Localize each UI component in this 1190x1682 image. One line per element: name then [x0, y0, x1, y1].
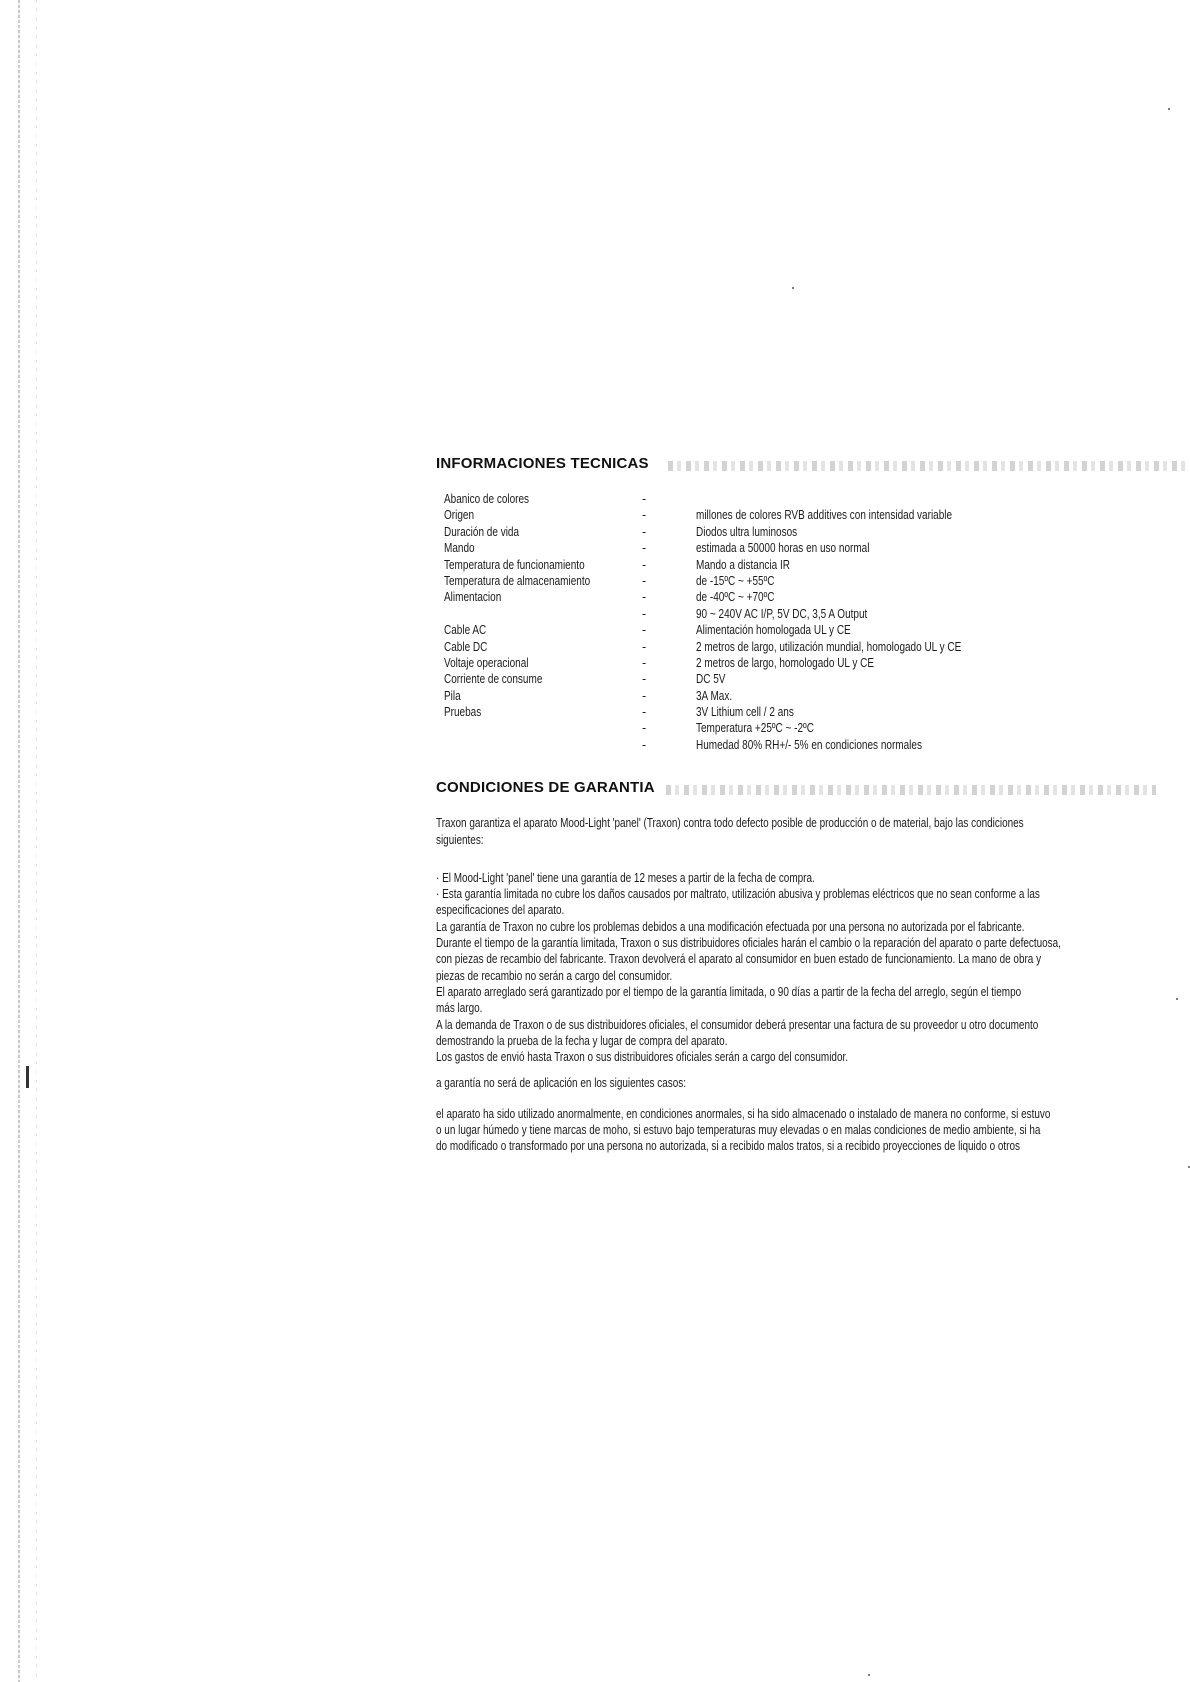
condition-line: con piezas de recambio del fabricante. Traxon devolverá el aparato al consumidor en buen estado de funcionamiento. La mano de obra y	[436, 952, 1042, 967]
spec-dash: -	[642, 737, 647, 752]
spec-row	[436, 622, 1136, 638]
spec-label: Cable AC	[444, 623, 487, 638]
spec-value: millones de colores RVB additives con intensidad variable	[696, 508, 953, 523]
guarantee-intro	[436, 815, 1136, 848]
spec-label: Temperatura de almacenamiento	[444, 573, 591, 588]
spec-value: 90 ~ 240V AC I/P, 5V DC, 3,5 A Output	[696, 606, 868, 621]
spec-row	[436, 639, 1136, 655]
intro-line: siguientes:	[436, 832, 484, 847]
condition-line: demostrando la prueba de la fecha y lugar de compra del aparato.	[436, 1033, 728, 1048]
condition-line: La garantía de Traxon no cubre los problemas debidos a una modificación efectuada por una persona no autorizada por el fabricante.	[436, 919, 1025, 934]
spec-label: Voltaje operacional	[444, 655, 529, 670]
spec-label: Pruebas	[444, 705, 482, 720]
spec-dash: -	[642, 639, 647, 654]
exclusion-line: o un lugar húmedo y tiene marcas de moho, si estuvo bajo temperaturas muy elevadas o en malas condiciones de medio ambiente, si ha	[436, 1123, 1041, 1137]
spec-row	[436, 524, 1136, 540]
spec-dash: -	[642, 573, 647, 588]
condition-line: más largo.	[436, 1001, 483, 1016]
guarantee-header	[436, 779, 1136, 801]
condition-line: Durante el tiempo de la garantía limitada, Traxon o sus distribuidores oficiales harán el cambio o la reparación del aparato o parte defectuosa,	[436, 936, 1061, 951]
scan-speck	[1176, 998, 1178, 1000]
spec-row	[436, 491, 1136, 507]
tech-header	[436, 455, 1136, 477]
condition-line: especificaciones del aparato.	[436, 903, 565, 918]
condition-line: · Esta garantía limitada no cubre los daños causados por maltrato, utilización abusiva y problemas eléctricos que no sean conforme a las	[436, 887, 1040, 902]
tech-spec-table	[436, 491, 1136, 753]
spec-dash: -	[642, 688, 647, 703]
spec-dash: -	[642, 655, 647, 670]
spec-value: Diodos ultra luminosos	[696, 524, 798, 539]
spec-value: de -40ºC ~ +70ºC	[696, 590, 775, 605]
spec-row	[436, 720, 1136, 736]
spec-value: DC 5V	[696, 672, 726, 687]
spec-label: Cable DC	[444, 639, 488, 654]
scan-speck	[1168, 108, 1170, 110]
spec-row	[436, 557, 1136, 573]
spec-dash: -	[642, 492, 647, 506]
tech-title: INFORMACIONES TECNICAS	[436, 455, 649, 472]
spec-label: Mando	[444, 541, 475, 556]
spec-row	[436, 655, 1136, 671]
spec-row	[436, 507, 1136, 523]
spec-value: estimada a 50000 horas en uso normal	[696, 541, 870, 556]
spec-row	[436, 606, 1136, 622]
spec-dash: -	[642, 590, 647, 605]
spec-value: 2 metros de largo, homologado UL y CE	[696, 655, 875, 670]
spec-dash: -	[642, 672, 647, 687]
spec-row	[436, 540, 1136, 556]
document-body	[436, 455, 1136, 1155]
spec-label: Pila	[444, 688, 461, 703]
spec-label: Duración de vida	[444, 524, 520, 539]
spec-value: Temperatura +25ºC ~ -2ºC	[696, 721, 814, 736]
guarantee-conditions	[436, 870, 1136, 1066]
exclusion-line: do modificado o transformado por una persona no autorizada, si a recibido malos tratos, si a recibido proyecciones de liquido o otros	[436, 1139, 1021, 1154]
spec-value: de -15ºC ~ +55ºC	[696, 573, 775, 588]
guarantee-section	[436, 779, 1136, 1154]
scan-speck	[868, 1674, 870, 1676]
spec-row	[436, 671, 1136, 687]
scan-mark	[26, 1066, 29, 1088]
condition-line: El aparato arreglado será garantizado por el tiempo de la garantía limitada, o 90 días a partir de la fecha del arreglo, según el tiempo	[436, 984, 1022, 999]
spec-dash: -	[642, 721, 647, 736]
spec-dash: -	[642, 623, 647, 638]
spec-label: Temperatura de funcionamiento	[444, 557, 585, 572]
title-decoration	[666, 785, 1156, 795]
guarantee-exclusions	[436, 1106, 1136, 1155]
spec-label: Corriente de consume	[444, 672, 543, 687]
intro-line: Traxon garantiza el aparato Mood-Light 'panel' (Traxon) contra todo defecto posible de producción o de material, bajo las condiciones	[436, 816, 1024, 831]
spec-row	[436, 573, 1136, 589]
scan-edge-artifact-faint	[36, 0, 37, 1682]
spec-dash: -	[642, 541, 647, 556]
spec-row	[436, 589, 1136, 605]
title-decoration	[668, 461, 1188, 471]
spec-dash: -	[642, 606, 647, 621]
spec-value: Alimentación homologada UL y CE	[696, 623, 851, 638]
spec-value: Humedad 80% RH+/- 5% en condiciones normales	[696, 737, 922, 752]
spec-dash: -	[642, 508, 647, 523]
exclusions-intro: a garantía no será de aplicación en los siguientes casos:	[436, 1076, 686, 1091]
condition-line: A la demanda de Traxon o de sus distribuidores oficiales, el consumidor deberá presentar una factura de su proveedor u otro documento	[436, 1017, 1039, 1032]
guarantee-title: CONDICIONES DE GARANTIA	[436, 779, 655, 797]
condition-line: · El Mood-Light 'panel' tiene una garantía de 12 meses a partir de la fecha de compra.	[436, 870, 815, 885]
scan-edge-artifact	[18, 0, 20, 1682]
exclusion-line: el aparato ha sido utilizado anormalmente, en condiciones anormales, si ha sido almacenado o instalado de manera no conforme, si estuvo	[436, 1106, 1051, 1121]
spec-value: 3V Lithium cell / 2 ans	[696, 705, 794, 720]
spec-dash: -	[642, 524, 647, 539]
scan-speck	[792, 287, 794, 289]
spec-label: Abanico de colores	[444, 492, 530, 506]
spec-value: 2 metros de largo, utilización mundial, homologado UL y CE	[696, 639, 962, 654]
spec-row	[436, 704, 1136, 720]
spec-row	[436, 688, 1136, 704]
spec-label: Origen	[444, 508, 475, 523]
condition-line: piezas de recambio no serán a cargo del consumidor.	[436, 968, 673, 983]
spec-dash: -	[642, 557, 647, 572]
spec-value: Mando a distancia IR	[696, 557, 790, 572]
spec-dash: -	[642, 705, 647, 720]
condition-line: Los gastos de envió hasta Traxon o sus distribuidores oficiales serán a cargo del consumidor.	[436, 1050, 849, 1065]
spec-row	[436, 737, 1136, 753]
spec-value: 3A Max.	[696, 688, 733, 703]
spec-label: Alimentacion	[444, 590, 502, 605]
